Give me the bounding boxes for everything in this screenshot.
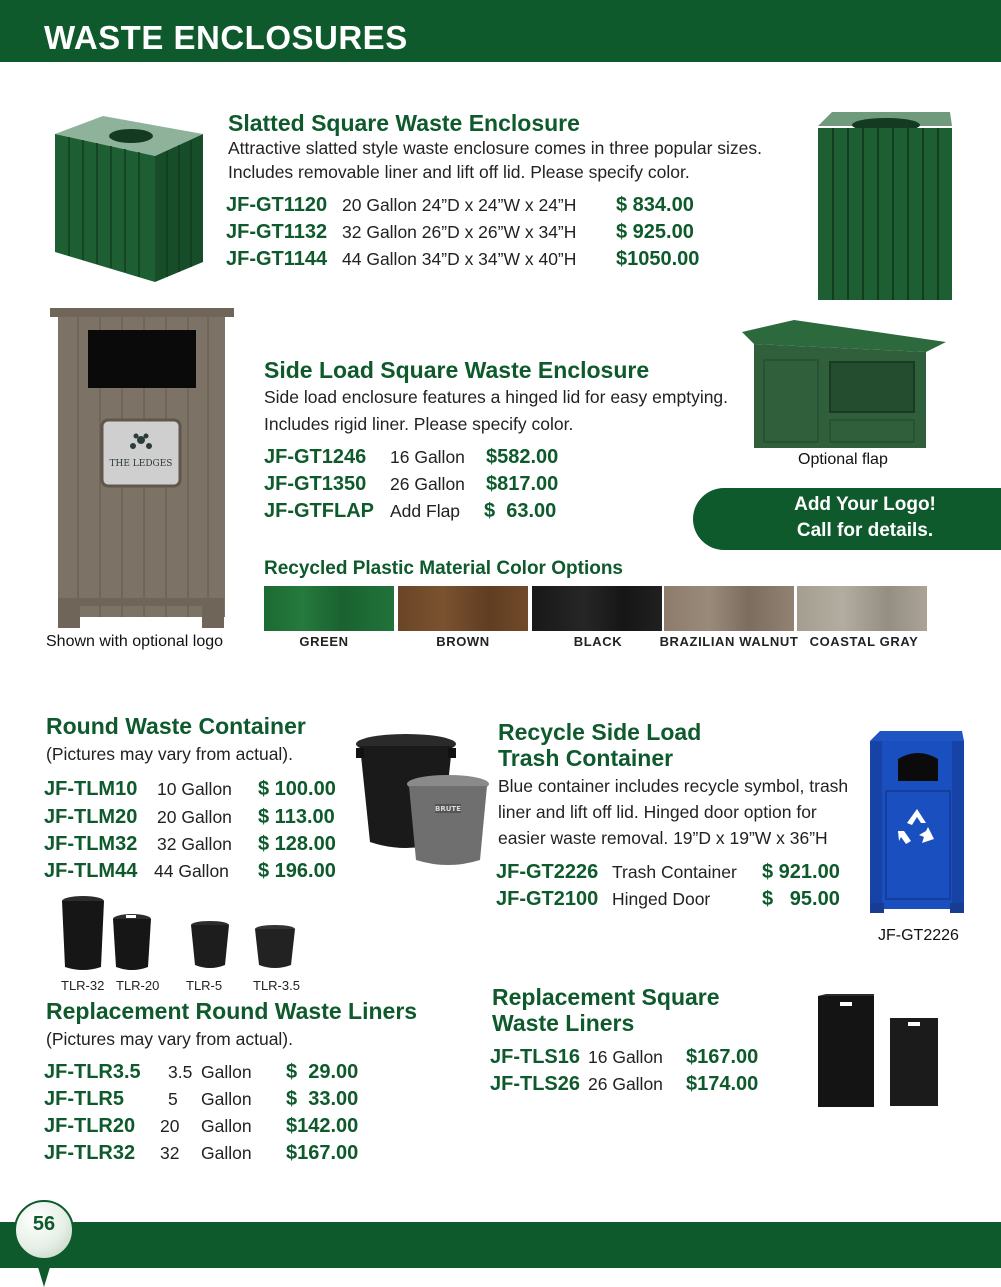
- swatch-label: COASTAL GRAY: [809, 634, 919, 649]
- price: $174.00: [686, 1073, 759, 1095]
- sku: JF-GT1246: [264, 446, 367, 468]
- sku: JF-TLR5: [44, 1088, 124, 1110]
- price: $ 95.00: [762, 888, 840, 910]
- optional-flap-image: [742, 320, 947, 450]
- square-liners-image: [818, 994, 940, 1109]
- price-row: [226, 219, 706, 246]
- square-liners-title-2: Waste Liners: [492, 1010, 635, 1036]
- brand-label: BRUTE: [435, 805, 461, 813]
- price: $ 128.00: [258, 833, 336, 855]
- sideload-desc-2: Includes rigid liner. Please specify color.: [264, 414, 574, 434]
- unit: Gallon: [201, 1062, 252, 1082]
- sideload-title: Side Load Square Waste Enclosure: [264, 357, 650, 383]
- recycle-desc-3: easier waste removal. 19”D x 19”W x 36”H: [498, 828, 828, 848]
- logo-callout-line1: Add Your Logo!: [794, 494, 936, 515]
- recycle-container-image: [870, 731, 965, 913]
- sku: JF-GT2226: [496, 861, 599, 883]
- price-row: [226, 246, 706, 273]
- price: $ 113.00: [258, 806, 335, 828]
- price: $ 834.00: [616, 194, 694, 216]
- price-row: [496, 886, 856, 913]
- price: $167.00: [286, 1142, 359, 1164]
- caption-logo: Shown with optional logo: [46, 633, 224, 650]
- recycle-title-2: Trash Container: [498, 745, 674, 771]
- swatch-brown: [398, 586, 528, 631]
- price: $ 100.00: [258, 778, 336, 800]
- slatted-desc-2: Includes removable liner and lift off lid. Please specify color.: [228, 162, 690, 182]
- price-row: [496, 859, 856, 886]
- sku: JF-TLM44: [44, 860, 138, 882]
- spec: 32 Gallon 26”D x 26”W x 34”H: [342, 222, 577, 242]
- sku: JF-TLM20: [44, 806, 138, 828]
- sku: JF-GT1144: [226, 248, 328, 270]
- price: $167.00: [686, 1046, 759, 1068]
- slatted-desc-1: Attractive slatted style waste enclosure comes in three popular sizes.: [228, 138, 762, 158]
- sku: JF-GT1120: [226, 194, 328, 216]
- price-row: [44, 858, 344, 885]
- sku: JF-TLR20: [44, 1115, 136, 1137]
- spec: 26 Gallon: [390, 474, 465, 494]
- round-liners-title: Replacement Round Waste Liners: [46, 998, 418, 1024]
- round-title: Round Waste Container: [46, 713, 306, 739]
- price-row: [44, 1086, 374, 1113]
- price-row: [264, 471, 574, 498]
- liner-label: TLR-32: [61, 978, 105, 993]
- price-row: [44, 1059, 374, 1086]
- unit: Gallon: [201, 1089, 252, 1109]
- qty: 32: [160, 1143, 180, 1163]
- price-row: [264, 444, 574, 471]
- logo-sign-text: THE LEDGES: [109, 459, 173, 469]
- recycle-desc-2: liner and lift off lid. Hinged door option for: [498, 802, 817, 822]
- round-desc: (Pictures may vary from actual).: [46, 744, 293, 764]
- price-row: [490, 1044, 780, 1071]
- price: $ 29.00: [286, 1061, 359, 1083]
- square-liners-title-1: Replacement Square: [492, 984, 720, 1010]
- price-row: [226, 192, 706, 219]
- slatted-enclosure-image: [55, 112, 205, 284]
- sku: JF-TLM10: [44, 778, 138, 800]
- sku: JF-GT1132: [226, 221, 328, 243]
- price-row: [490, 1071, 780, 1098]
- liner-label: TLR-5: [186, 978, 223, 993]
- recycle-caption: JF-GT2226: [878, 927, 959, 944]
- swatch-brazilian-walnut: [664, 586, 794, 631]
- swatch-black: [532, 586, 662, 631]
- price: $582.00: [486, 446, 559, 468]
- spec: 26 Gallon: [588, 1074, 663, 1094]
- sideload-desc-1: Side load enclosure features a hinged lid for easy emptying.: [264, 387, 729, 407]
- price-row: [44, 831, 344, 858]
- sku: JF-GT1350: [264, 473, 367, 495]
- round-liners-desc: (Pictures may vary from actual).: [46, 1029, 293, 1049]
- spec: 32 Gallon: [157, 834, 232, 854]
- price: $ 925.00: [616, 221, 694, 243]
- logo-callout-text: [740, 492, 990, 544]
- price: $817.00: [486, 473, 559, 495]
- spec: Hinged Door: [612, 889, 711, 909]
- spec: 20 Gallon: [157, 807, 232, 827]
- spec: 10 Gallon: [157, 779, 232, 799]
- side-load-logo-image: [50, 308, 235, 630]
- sku: JF-TLS26: [490, 1073, 581, 1095]
- price: $ 63.00: [484, 500, 557, 522]
- caption-flap: Optional flap: [798, 451, 888, 468]
- price-row: [44, 1140, 374, 1167]
- recycle-desc-1: Blue container includes recycle symbol, trash: [498, 776, 849, 796]
- footer-bar: [0, 1222, 1001, 1268]
- sku: JF-TLM32: [44, 833, 138, 855]
- spec: Trash Container: [612, 862, 737, 882]
- swatch-green: [264, 586, 394, 631]
- recycle-title-1: Recycle Side Load: [498, 719, 702, 745]
- sku: JF-TLR32: [44, 1142, 136, 1164]
- sku: JF-GTFLAP: [264, 500, 374, 522]
- page-number: 56: [32, 1213, 56, 1235]
- round-liners-image: [60, 895, 305, 975]
- qty: 20: [160, 1116, 180, 1136]
- sku: JF-GT2100: [496, 888, 599, 910]
- page-title: WASTE ENCLOSURES: [44, 19, 408, 56]
- spec: 16 Gallon: [588, 1047, 663, 1067]
- swatch-label: BRAZILIAN WALNUT: [659, 634, 799, 649]
- price-row: [44, 804, 344, 831]
- slatted-enclosure-front-image: [818, 112, 953, 302]
- swatch-label: GREEN: [299, 634, 349, 649]
- liner-label: TLR-20: [116, 978, 160, 993]
- swatch-coastal-gray: [797, 586, 927, 631]
- round-containers-image: [356, 732, 491, 867]
- sku: JF-TLR3.5: [44, 1061, 141, 1083]
- swatch-label: BLACK: [573, 634, 623, 649]
- sku: JF-TLS16: [490, 1046, 581, 1068]
- qty: 3.5: [168, 1062, 193, 1082]
- color-options-title: Recycled Plastic Material Color Options: [264, 558, 623, 579]
- spec: 20 Gallon 24”D x 24”W x 24”H: [342, 195, 577, 215]
- price: $142.00: [286, 1115, 359, 1137]
- spec: 44 Gallon 34”D x 34”W x 40”H: [342, 249, 577, 269]
- slatted-title: Slatted Square Waste Enclosure: [228, 110, 580, 136]
- spec: 16 Gallon: [390, 447, 465, 467]
- price: $ 921.00: [762, 861, 840, 883]
- price-row: [264, 498, 574, 525]
- spec: Add Flap: [390, 501, 461, 521]
- swatch-label: BROWN: [436, 634, 490, 649]
- price: $ 33.00: [286, 1088, 359, 1110]
- price-row: [44, 776, 344, 803]
- spec: 44 Gallon: [154, 861, 229, 881]
- liner-label: TLR-3.5: [253, 978, 300, 993]
- price: $1050.00: [616, 248, 700, 270]
- unit: Gallon: [201, 1116, 252, 1136]
- price-row: [44, 1113, 374, 1140]
- logo-callout-line2: Call for details.: [796, 520, 934, 541]
- qty: 5: [168, 1089, 178, 1109]
- price: $ 196.00: [258, 860, 336, 882]
- unit: Gallon: [201, 1143, 252, 1163]
